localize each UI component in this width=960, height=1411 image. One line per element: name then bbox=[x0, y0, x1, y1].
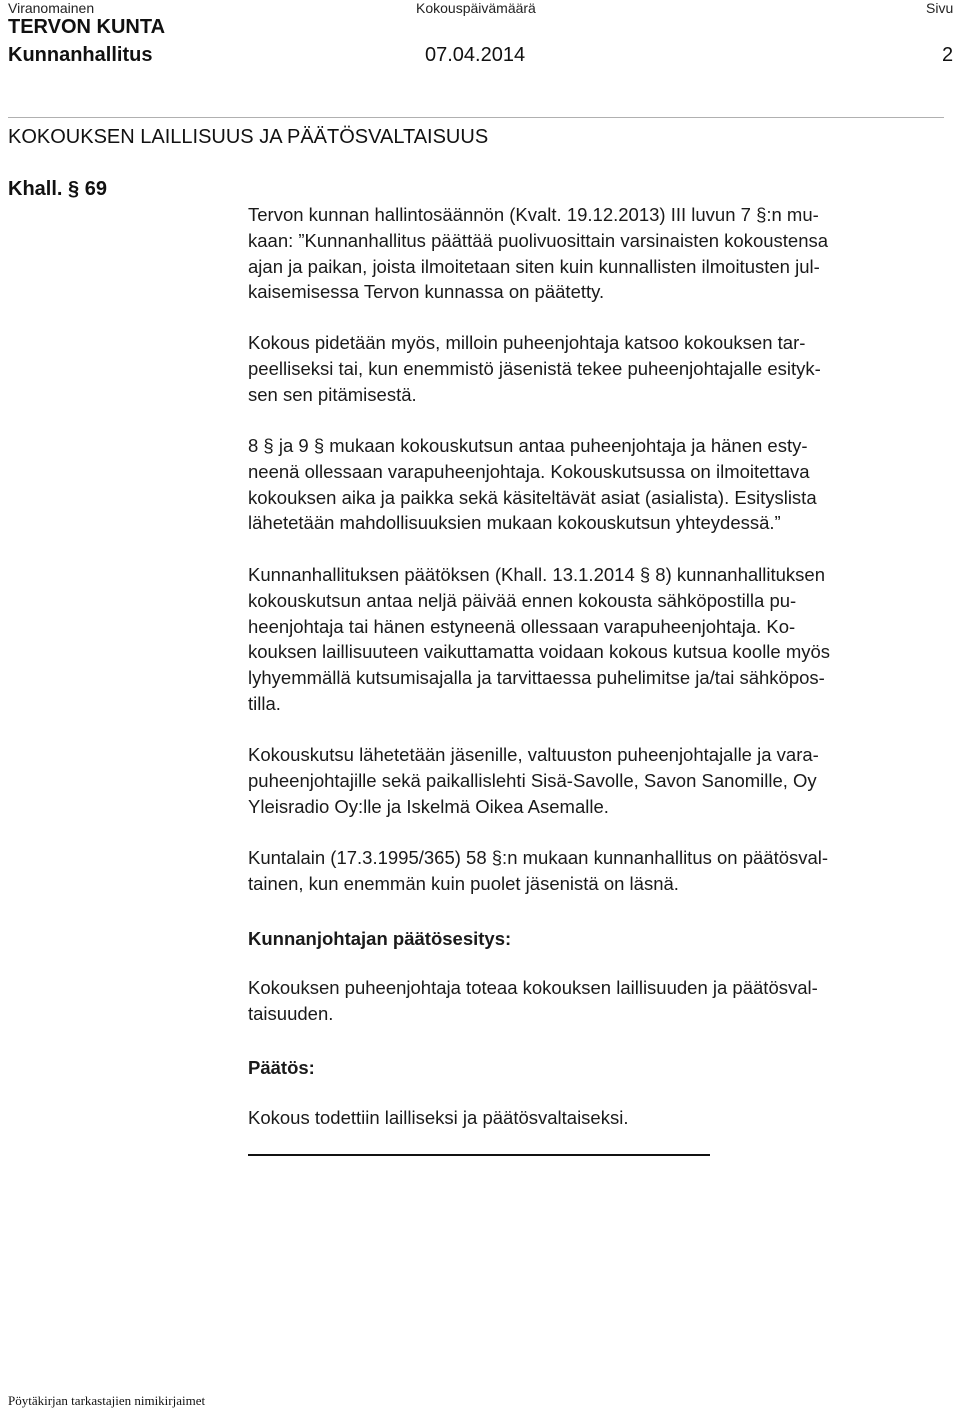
proposal-heading-block bbox=[248, 926, 956, 952]
text-line: Kokouskutsu lähetetään jäsenille, valtuuston puheenjohtajalle ja vara- bbox=[248, 744, 819, 765]
text-line: tainen, kun enemmän kuin puolet jäsenistä on läsnä. bbox=[248, 872, 679, 894]
decision-text-block bbox=[248, 1105, 956, 1131]
text-line: kouksen laillisuuteen vaikuttamatta voidaan kokous kutsua koolle myös bbox=[248, 641, 831, 663]
proposal-heading: Kunnanjohtajan päätösesitys: bbox=[248, 928, 512, 949]
paragraph-5 bbox=[248, 742, 956, 819]
paragraph-3 bbox=[248, 433, 956, 536]
decision-text: Kokous todettiin lailliseksi ja päätösvaltaiseksi. bbox=[248, 1107, 629, 1128]
text-line: kaan: ”Kunnanhallitus päättää puolivuosittain varsinaisten kokoustensa bbox=[248, 229, 829, 251]
text-line: Kokouksen puheenjohtaja toteaa kokouksen laillisuuden ja päätösval- bbox=[248, 977, 818, 998]
text-line: peelliseksi tai, kun enemmistö jäsenistä tekee puheenjohtajalle esityk- bbox=[248, 357, 821, 379]
text-line: Kuntalain (17.3.1995/365) 58 §:n mukaan kunnanhallitus on päätösval- bbox=[248, 847, 829, 868]
text-line: tilla. bbox=[248, 692, 281, 714]
paragraph-4 bbox=[248, 562, 956, 717]
text-line: puheenjohtajille sekä paikallislehti Sisä-Savolle, Savon Sanomille, Oy bbox=[248, 769, 817, 791]
header-date-label: Kokouspäivämäärä bbox=[416, 0, 536, 16]
org-name: TERVON KUNTA bbox=[8, 16, 166, 38]
paragraph-reference: Khall. § 69 bbox=[8, 178, 107, 200]
paragraph-1 bbox=[248, 202, 956, 305]
decision-heading-block bbox=[248, 1055, 956, 1081]
paragraph-2 bbox=[248, 330, 956, 407]
text-line: Kokous pidetään myös, milloin puheenjohtaja katsoo kokouksen tar- bbox=[248, 332, 806, 353]
footer-initials-label: Pöytäkirjan tarkastajien nimikirjaimet bbox=[8, 1393, 206, 1408]
text-line: taisuuden. bbox=[248, 1002, 334, 1024]
body-name: Kunnanhallitus bbox=[8, 44, 153, 66]
text-line: neenä ollessaan varapuheenjohtaja. Kokouskutsussa on ilmoitettava bbox=[248, 460, 810, 482]
header-page-label: Sivu bbox=[926, 0, 954, 16]
text-line: kokouskutsun antaa neljä päivää ennen kokousta sähköpostilla pu- bbox=[248, 589, 797, 611]
header-authority-label: Viranomainen bbox=[8, 0, 95, 16]
signature-line bbox=[248, 1154, 710, 1156]
header-divider bbox=[8, 117, 944, 118]
text-line: Yleisradio Oy:lle ja Iskelmä Oikea Asemalle. bbox=[248, 795, 609, 817]
decision-heading: Päätös: bbox=[248, 1057, 315, 1078]
text-line: kaisemisessa Tervon kunnassa on päätetty. bbox=[248, 281, 605, 303]
paragraph-6 bbox=[248, 845, 956, 897]
meeting-date: 07.04.2014 bbox=[425, 44, 526, 66]
page-number: 2 bbox=[942, 44, 954, 66]
text-line: Tervon kunnan hallintosäännön (Kvalt. 19.12.2013) III luvun 7 §:n mu- bbox=[248, 204, 819, 225]
text-line: ajan ja paikan, joista ilmoitetaan siten kuin kunnallisten ilmoitusten jul- bbox=[248, 255, 820, 277]
text-line: heenjohtaja tai hänen estyneenä ollessaan varapuheenjohtaja. Ko- bbox=[248, 615, 796, 637]
text-line: lähetetään mahdollisuuksien mukaan kokouskutsun yhteydessä.” bbox=[248, 512, 781, 534]
text-line: sen sen pitämisestä. bbox=[248, 383, 417, 405]
text-line: Kunnanhallituksen päätöksen (Khall. 13.1.2014 § 8) kunnanhallituksen bbox=[248, 564, 825, 585]
section-title: KOKOUKSEN LAILLISUUS JA PÄÄTÖSVALTAISUUS bbox=[8, 126, 489, 148]
text-line: lyhyemmällä kutsumisajalla ja tarvittaessa puhelimitse ja/tai sähköpos- bbox=[248, 667, 825, 689]
text-line: 8 § ja 9 § mukaan kokouskutsun antaa puheenjohtaja ja hänen esty- bbox=[248, 435, 808, 456]
text-line: kokouksen aika ja paikka sekä käsiteltävät asiat (asialista). Esityslista bbox=[248, 486, 817, 508]
proposal-text bbox=[248, 975, 956, 1027]
